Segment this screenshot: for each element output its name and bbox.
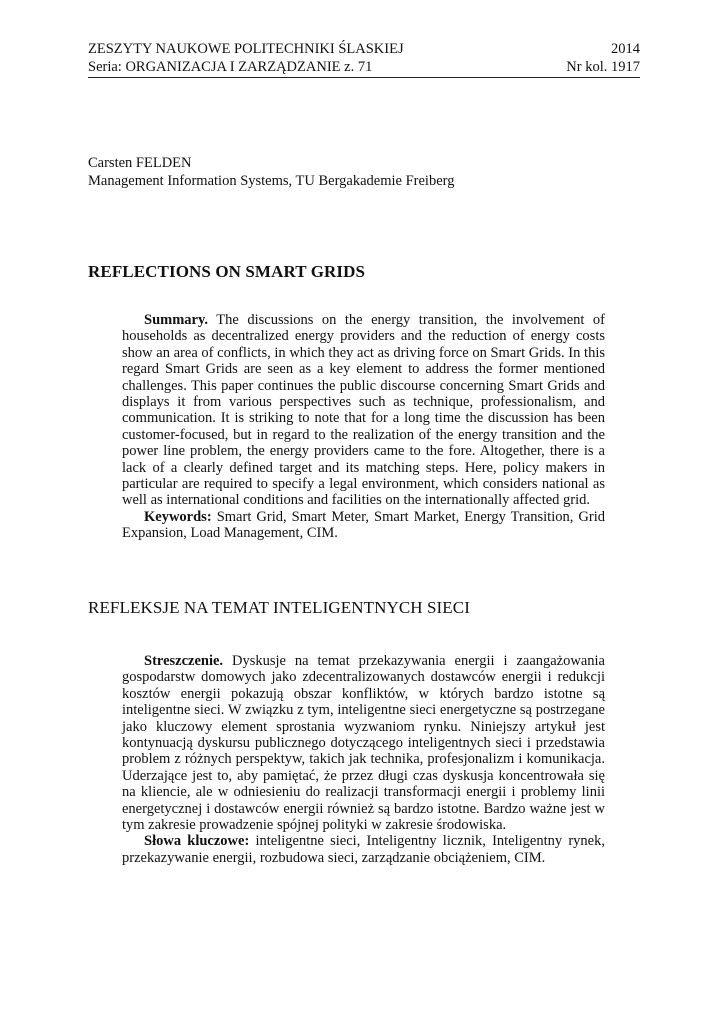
author-affiliation: Management Information Systems, TU Bergakademie Freiberg [88, 173, 455, 189]
paper-title-english: REFLECTIONS ON SMART GRIDS [88, 262, 366, 281]
slowa-kluczowe-paragraph [122, 833, 605, 866]
header-row-series [88, 58, 640, 78]
slowa-kluczowe-text: inteligentne sieci, Inteligentny licznik, Inteligentny rynek, przekazywanie energii, rozbudowa sieci, zarządzanie obciążeniem, CIM. [122, 833, 605, 866]
paper-title-polish: REFLEKSJE NA TEMAT INTELIGENTNYCH SIECI [88, 598, 470, 617]
journal-year: 2014 [611, 41, 640, 57]
streszczenie-paragraph [122, 653, 605, 833]
keywords-text: Smart Grid, Smart Meter, Smart Market, Energy Transition, Grid Expansion, Load Management, CIM. [122, 508, 605, 542]
abstract-polish [122, 653, 605, 866]
author-name: Carsten FELDEN [88, 155, 192, 171]
abstract-english [122, 312, 605, 542]
streszczenie-label: Streszczenie. [144, 653, 224, 669]
streszczenie-text: Dyskusje na temat przekazywania energii i zaangażowania gospodarstw domowych jako zdecentralizowanych dostawców energii i redukcji kosztów energii pokazują obszar konfliktów, w których bardzo istotne są inteligentne sieci. W związku z tym, inteligentne sieci energetyczne są postrzegane jako kluczowy element sprostania wyzwaniom rynku. Niniejszy artykuł jest kontynuacją dyskursu publicznego dotyczącego inteligentnych sieci i przedstawia problem z różnych perspektyw, takich jak technika, profesjonalizm i komunikacja. Uderzające jest to, aby pamiętać, że przez długi czas dyskusja koncentrowała się na kliencie, ale w odniesieniu do realizacji transformacji energii i problemy linii energetycznej i dostawców energii również są bardzo istotne. Bardzo ważne jest w tym zakresie prowadzenie spójnej polityki w zakresie środowiska. [122, 653, 605, 834]
series-name: Seria: ORGANIZACJA I ZARZĄDZANIE z. 71 [88, 59, 373, 75]
journal-name: ZESZYTY NAUKOWE POLITECHNIKI ŚLASKIEJ [88, 41, 404, 57]
running-header [88, 40, 640, 78]
keywords-label: Keywords: [144, 508, 212, 525]
author-block [88, 154, 454, 190]
header-row-journal [88, 40, 640, 58]
slowa-kluczowe-label: Słowa kluczowe: [144, 833, 250, 850]
issue-number: Nr kol. 1917 [566, 59, 640, 75]
summary-label: Summary. [144, 312, 209, 328]
summary-text: The discussions on the energy transition, the involvement of households as decentralized energy providers and the reduction of energy costs show an area of conflicts, in which they act as driving force on Smart Grids. In this regard Smart Grids are seen as a key element to address the former mentioned challenges. This paper continues the public discourse concerning Smart Grids and displays it from various perspectives such as technique, professionalism, and communication. It is striking to note that for a long time the discussion has been customer-focused, but in regard to the realization of the energy transition and the power line problem, the energy providers came to the fore. Altogether, there is a lack of a clearly defined target and its matching steps. Here, policy makers in particular are required to specify a legal environment, which considers national as well as international conditions and facilities on the internationally affected grid. [122, 312, 605, 509]
keywords-paragraph [122, 509, 605, 542]
summary-paragraph [122, 312, 605, 509]
